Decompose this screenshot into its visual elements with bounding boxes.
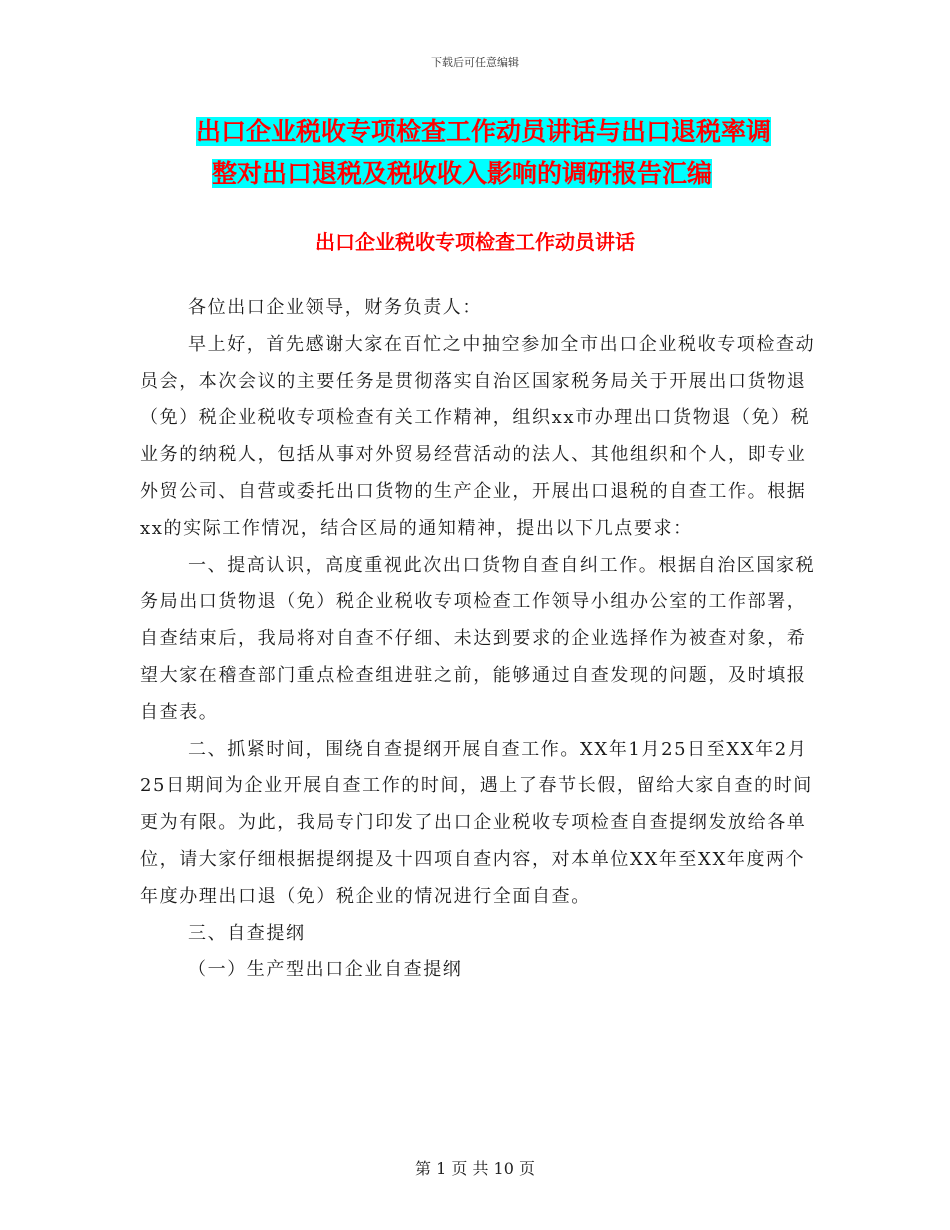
main-title-line-1: 出口企业税收专项检查工作动员讲话与出口退税率调 <box>196 117 772 146</box>
paragraph-intro: 早上好，首先感谢大家在百忙之中抽空参加全市出口企业税收专项检查动员会，本次会议的主要任务是贯彻落实自治区国家税务局关于开展出口货物退（免）税企业税收专项检查有关工作精神，组织xx市办理出口货物退（免）税业务的纳税人，包括从事对外贸易经营活动的法人、其他组织和个人，即专业外贸公司、自营或委托出口货物的生产企业，开展出口退税的自查工作。根据xx的实际工作情况，结合区局的通知精神，提出以下几点要求： <box>140 333 816 539</box>
page-footer: 第 1 页 共 10 页 <box>415 1159 535 1178</box>
paragraph-point-3: 三、自查提纲 <box>188 922 306 944</box>
paragraph-greeting: 各位出口企业领导，财务负责人： <box>188 297 482 318</box>
section-title: 出口企业税收专项检查工作动员讲话 <box>315 230 635 254</box>
document-body <box>140 290 820 989</box>
paragraph-point-1: 一、提高认识，高度重视此次出口货物自查自纠工作。根据自治区国家税务局出口货物退（免）税企业税收专项检查工作领导小组办公室的工作部署，自查结束后，我局将对自查不仔细、未达到要求的企业选择作为被查对象，希望大家在稽查部门重点检查组进驻之前，能够通过自查发现的问题，及时填报自查表。 <box>140 554 816 723</box>
header-note: 下载后可任意编辑 <box>431 56 519 69</box>
paragraph-point-2: 二、抓紧时间，围绕自查提纲开展自查工作。XX年1月25日至XX年2月25日期间为企业开展自查工作的时间，遇上了春节长假，留给大家自查的时间更为有限。为此，我局专门印发了出口企业税收专项检查自查提纲发放给各单位，请大家仔细根据提纲提及十四项自查内容，对本单位XX年至XX年度两个年度办理出口退（免）税企业的情况进行全面自查。 <box>140 738 813 907</box>
main-title-line-2: 整对出口退税及税收收入影响的调研报告汇编 <box>212 159 713 188</box>
paragraph-subsection: （一）生产型出口企业自查提纲 <box>188 959 463 981</box>
